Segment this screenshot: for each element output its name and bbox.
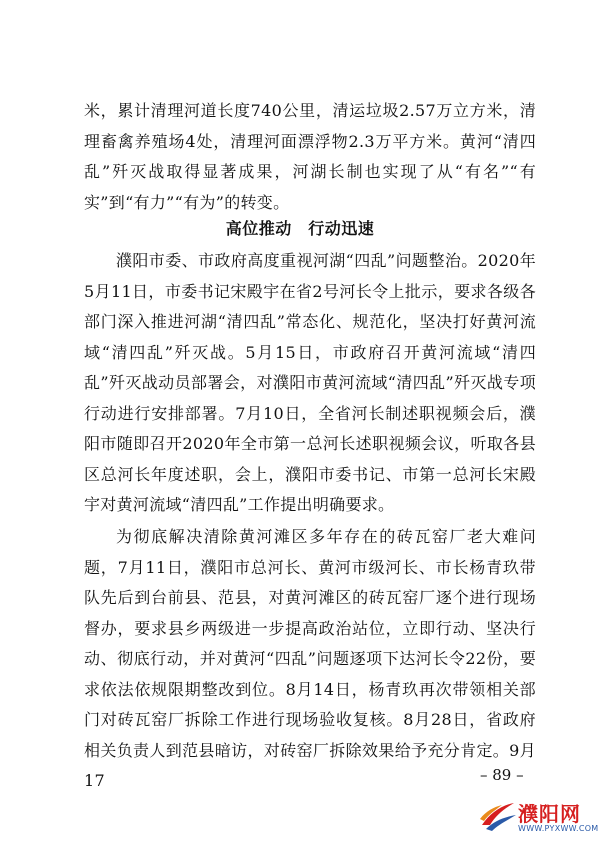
- watermark-site-name: 濮阳网: [518, 802, 581, 826]
- section-heading: 高位推动 行动迅速: [225, 219, 375, 238]
- body-paragraph: 濮阳市委、市政府高度重视河湖“四乱”问题整治。2020年5月11日，市委书记宋殿宇在省2号河长令上批示，要求各级各部门深入推进河湖“清四乱”常态化、规范化，坚决打好黄河流域“清四乱”歼灭战。5月15日，市政府召开黄河流域“清四乱”歼灭战动员部署会，对濮阳市黄河流域“清四乱”歼灭战专项行动进行安排部署。7月10日，全省河长制述职视频会后，濮阳市随即召开2020年全市第一总河长述职视频会议，听取各县区总河长年度述职，会上，濮阳市委书记、市第一总河长宋殿宇对黄河流域“清四乱”工作提出明确要求。: [84, 251, 536, 514]
- site-watermark: [478, 795, 599, 845]
- page-number: – 89 –: [480, 766, 524, 784]
- body-paragraph: 米，累计清理河道长度740公里，清运垃圾2.57万立方米，清理畜禽养殖场4处，清理河面漂浮物2.3万平方米。黄河“清四乱”歼灭战取得显著成果，河湖长制也实现了从“有名”“有实”到“有力”“有为”的转变。: [84, 101, 536, 212]
- body-paragraph: 为彻底解决清除黄河滩区多年存在的砖瓦窑厂老大难问题，7月11日，濮阳市总河长、黄河市级河长、市长杨青玖带队先后到台前县、范县，对黄河滩区的砖瓦窑厂逐个进行现场督办，要求县乡两级进一步提高政治站位，立即行动、坚决行动、彻底行动，并对黄河“四乱”问题逐项下达河长令22份，要求依法依规限期整改到位。8月14日，杨青玖再次带领相关部门对砖瓦窑厂拆除工作进行现场验收复核。8月28日，省政府相关负责人到范县暗访，对砖窑厂拆除效果给予充分肯定。9月17: [84, 527, 536, 790]
- watermark-url: WWW.PYXWW.COM: [518, 824, 599, 833]
- swoosh-logo-icon: [478, 795, 518, 835]
